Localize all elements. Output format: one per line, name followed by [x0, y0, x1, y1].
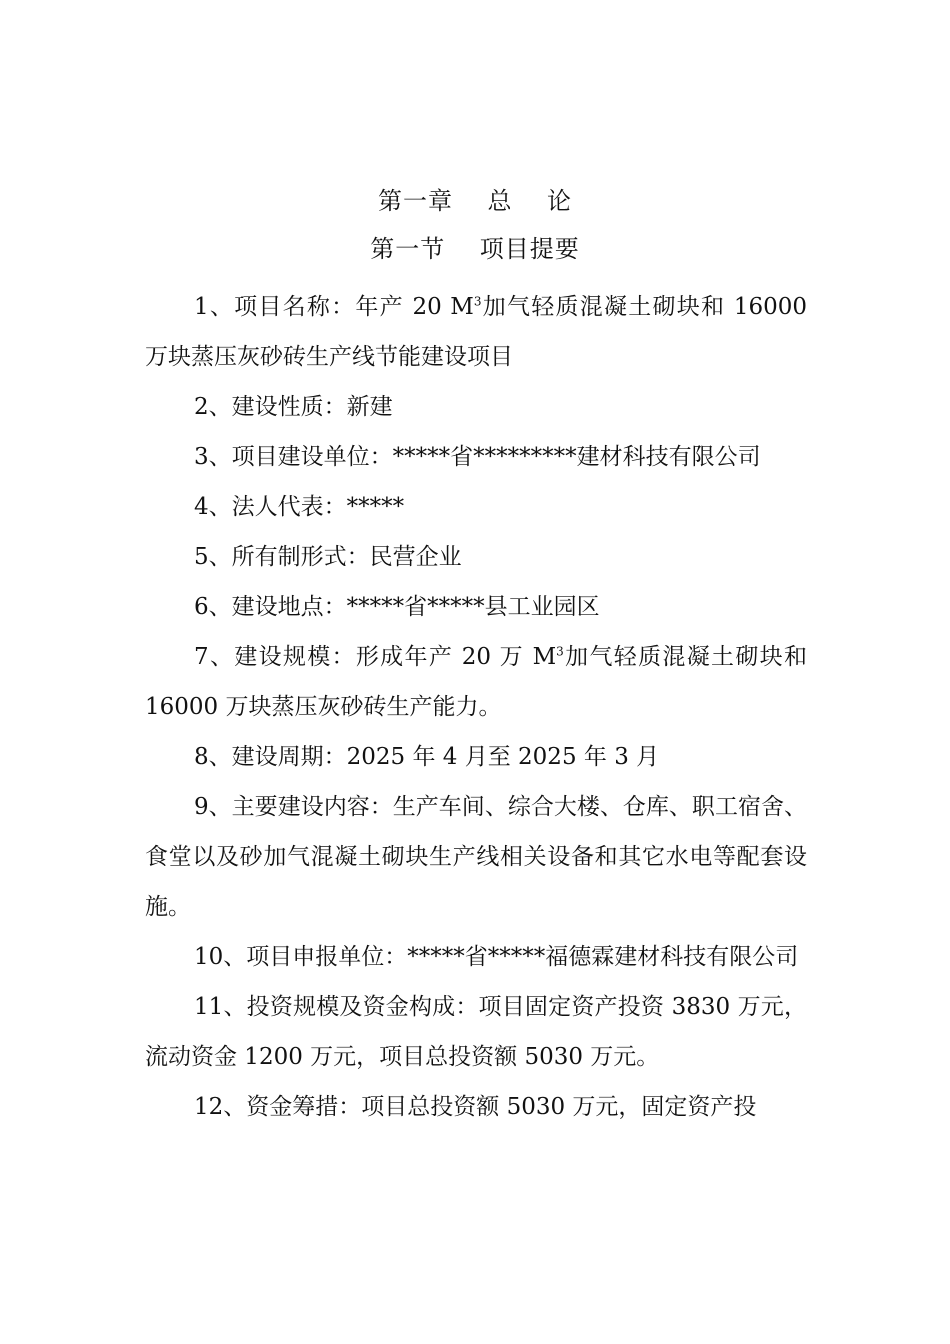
body-text: [145, 282, 807, 1132]
item-1-text-cont: 加气轻质混凝土砌块和 16000 万块蒸压灰砂砖生产线节能建设项目: [145, 294, 808, 370]
chapter-title: 第一章 总 论: [377, 187, 573, 215]
item-12-text: 12、资金筹措：项目总投资额 5030 万元，固定资产投: [194, 1094, 757, 1120]
item-7-text: 7、建设规模：形成年产 20 万 M: [194, 644, 557, 670]
item-9: [145, 782, 807, 932]
item-10-text: 10、项目申报单位：*****省*****福德霖建材科技有限公司: [194, 944, 799, 970]
item-11-text: 11、投资规模及资金构成：项目固定资产投资 3830 万元，流动资金 1200 万元，项目总投资额 5030 万元。: [145, 994, 807, 1070]
item-1-text: 1、项目名称：年产 20 M: [194, 294, 474, 320]
item-12: [145, 1082, 807, 1132]
item-1: [145, 282, 807, 382]
item-5-text: 5、所有制形式：民营企业: [194, 544, 462, 570]
item-7-text-cont: 加气轻质混凝土砌块和 16000 万块蒸压灰砂砖生产能力。: [145, 644, 808, 720]
item-6-text: 6、建设地点：*****省*****县工业园区: [194, 594, 600, 620]
item-3-text: 3、项目建设单位：*****省*********建材科技有限公司: [194, 444, 761, 470]
item-2: [145, 382, 807, 432]
item-7-superscript: 3: [556, 644, 564, 659]
item-10: [145, 932, 807, 982]
item-4-text: 4、法人代表：*****: [194, 494, 405, 520]
item-4: [145, 482, 807, 532]
section-title: 第一节 项目提要: [370, 235, 580, 263]
item-3: [145, 432, 807, 482]
item-1-superscript: 3: [473, 294, 482, 309]
item-5: [145, 532, 807, 582]
item-8-text: 8、建设周期：2025 年 4 月至 2025 年 3 月: [194, 744, 660, 770]
item-7: [145, 632, 807, 732]
item-6: [145, 582, 807, 632]
item-9-text: 9、主要建设内容：生产车间、综合大楼、仓库、职工宿舍、食堂以及砂加气混凝土砌块生产线相关设备和其它水电等配套设施。: [145, 794, 807, 920]
item-2-text: 2、建设性质：新建: [194, 394, 393, 420]
item-8: [145, 732, 807, 782]
item-11: [145, 982, 807, 1082]
